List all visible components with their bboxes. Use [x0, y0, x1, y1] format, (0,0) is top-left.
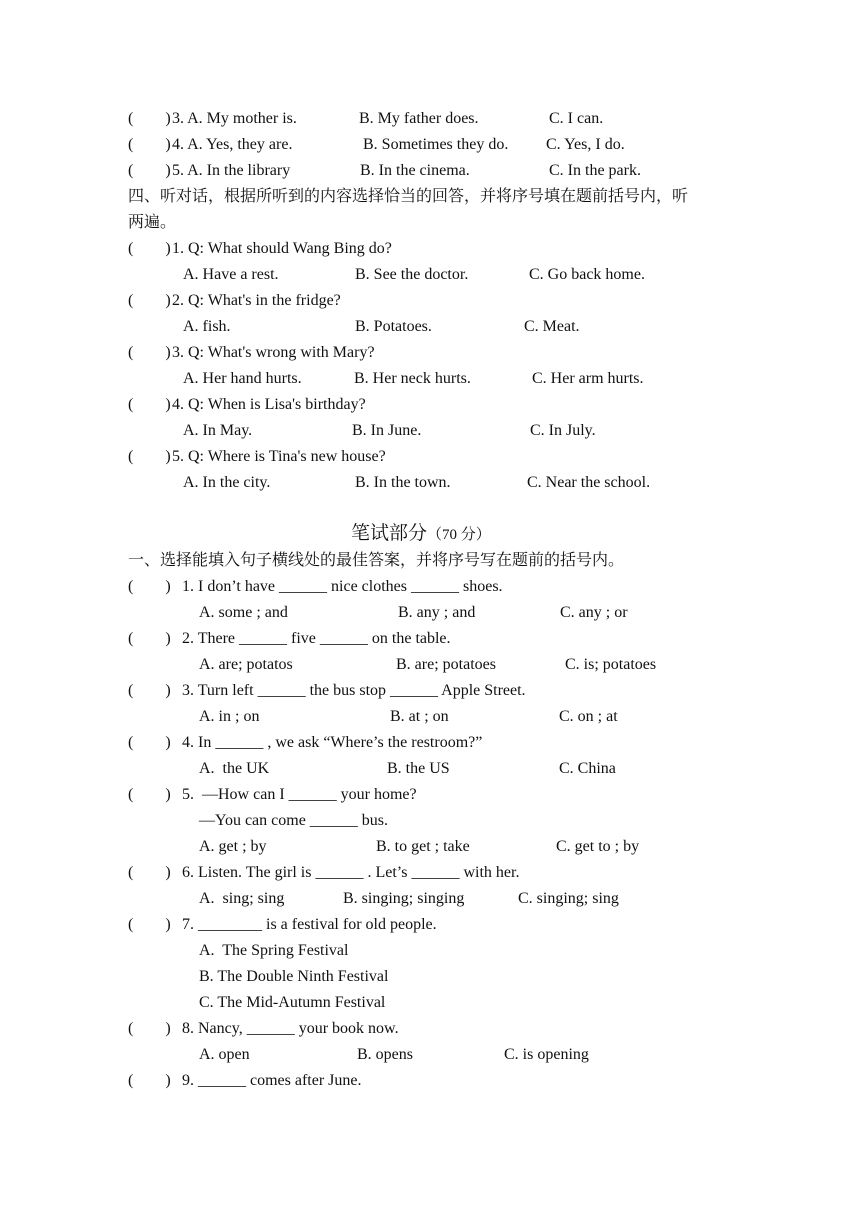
option-c: C. get to ; by: [556, 838, 640, 855]
question-text-cont: —You can come ______ bus.: [199, 812, 389, 829]
option-b: B. to get ; take: [376, 838, 470, 855]
option-b: B. The Double Ninth Festival: [199, 968, 389, 985]
score-text: （70 分）: [427, 527, 491, 543]
option-c: C. Near the school.: [527, 474, 651, 491]
question-text: 2. Q: What's in the fridge?: [172, 292, 341, 309]
option-c: C. Yes, I do.: [546, 136, 625, 153]
question-text: 3. Turn left ______ the bus stop ______ Apple Street.: [182, 682, 526, 699]
question-text: 9. ______ comes after June.: [182, 1072, 362, 1089]
option-b: B. Potatoes.: [355, 318, 432, 335]
question-text: 4. A. Yes, they are.: [172, 136, 293, 153]
option-c: C. Meat.: [524, 318, 580, 335]
option-b: B. In the town.: [355, 474, 451, 491]
question-text: 1. I don’t have ______ nice clothes ______ shoes.: [182, 578, 503, 595]
option-b: B. the US: [387, 760, 450, 777]
option-c: C. China: [559, 760, 616, 777]
answer-paren: ( ): [128, 1020, 171, 1037]
answer-paren: ( ): [128, 344, 171, 361]
answer-paren: ( ): [128, 864, 171, 881]
option-c: C. singing; sing: [518, 890, 619, 907]
option-a: A. sing; sing: [199, 890, 285, 907]
answer-paren: ( ): [128, 578, 171, 595]
question-text: 5. A. In the library: [172, 162, 291, 179]
option-b: B. singing; singing: [343, 890, 465, 907]
option-c: C. any ; or: [560, 604, 628, 621]
option-c: C. is opening: [504, 1046, 589, 1063]
answer-paren: ( ): [128, 110, 171, 127]
option-b: B. Her neck hurts.: [354, 370, 471, 387]
option-c: C. The Mid-Autumn Festival: [199, 994, 386, 1011]
answer-paren: ( ): [128, 292, 171, 309]
option-b: B. In June.: [352, 422, 422, 439]
answer-paren: ( ): [128, 786, 171, 803]
question-text: 7. ________ is a festival for old people.: [182, 916, 437, 933]
option-a: A. in ; on: [199, 708, 260, 725]
title-text: 笔试部分: [351, 522, 428, 544]
option-a: A. In the city.: [183, 474, 271, 491]
option-b: B. See the doctor.: [355, 266, 469, 283]
answer-paren: ( ): [128, 162, 171, 179]
answer-paren: ( ): [128, 1072, 171, 1089]
option-b: B. My father does.: [359, 110, 479, 127]
option-b: B. opens: [357, 1046, 413, 1063]
option-b: B. any ; and: [398, 604, 476, 621]
question-text: 4. In ______ , we ask “Where’s the restroom?”: [182, 734, 483, 751]
option-c: C. Go back home.: [529, 266, 645, 283]
option-b: B. In the cinema.: [360, 162, 470, 179]
option-c: C. is; potatoes: [565, 656, 657, 673]
option-a: A. are; potatos: [199, 656, 293, 673]
question-text: 2. There ______ five ______ on the table.: [182, 630, 451, 647]
section-heading: 一、选择能填入句子横线处的最佳答案，并将序号写在题前的括号内。: [128, 552, 625, 569]
option-a: A. The Spring Festival: [199, 942, 349, 959]
option-c: C. I can.: [549, 110, 604, 127]
option-a: A. open: [199, 1046, 250, 1063]
question-text: 3. A. My mother is.: [172, 110, 297, 127]
answer-paren: ( ): [128, 136, 171, 153]
answer-paren: ( ): [128, 916, 171, 933]
question-text: 4. Q: When is Lisa's birthday?: [172, 396, 366, 413]
option-a: A. Have a rest.: [183, 266, 279, 283]
question-text: 5. —How can I ______ your home?: [182, 786, 417, 803]
answer-paren: ( ): [128, 448, 171, 465]
question-text: 8. Nancy, ______ your book now.: [182, 1020, 399, 1037]
section-heading: 四、听对话，根据所听到的内容选择恰当的回答，并将序号填在题前括号内，听: [128, 188, 689, 205]
answer-paren: ( ): [128, 682, 171, 699]
option-c: C. on ; at: [559, 708, 618, 725]
option-a: A. get ; by: [199, 838, 267, 855]
question-text: 5. Q: Where is Tina's new house?: [172, 448, 386, 465]
option-c: C. In the park.: [549, 162, 641, 179]
option-a: A. Her hand hurts.: [183, 370, 302, 387]
question-text: 6. Listen. The girl is ______ . Let’s ______ with her.: [182, 864, 520, 881]
written-part-title: [351, 521, 491, 547]
option-a: A. the UK: [199, 760, 270, 777]
option-a: A. some ; and: [199, 604, 288, 621]
option-a: A. In May.: [183, 422, 253, 439]
option-b: B. at ; on: [390, 708, 449, 725]
option-b: B. Sometimes they do.: [363, 136, 509, 153]
option-c: C. Her arm hurts.: [532, 370, 644, 387]
answer-paren: ( ): [128, 240, 171, 257]
question-text: 1. Q: What should Wang Bing do?: [172, 240, 392, 257]
answer-paren: ( ): [128, 734, 171, 751]
answer-paren: ( ): [128, 396, 171, 413]
option-b: B. are; potatoes: [396, 656, 496, 673]
answer-paren: ( ): [128, 630, 171, 647]
option-a: A. fish.: [183, 318, 231, 335]
option-c: C. In July.: [530, 422, 596, 439]
section-heading-cont: 两遍。: [128, 214, 177, 231]
question-text: 3. Q: What's wrong with Mary?: [172, 344, 375, 361]
